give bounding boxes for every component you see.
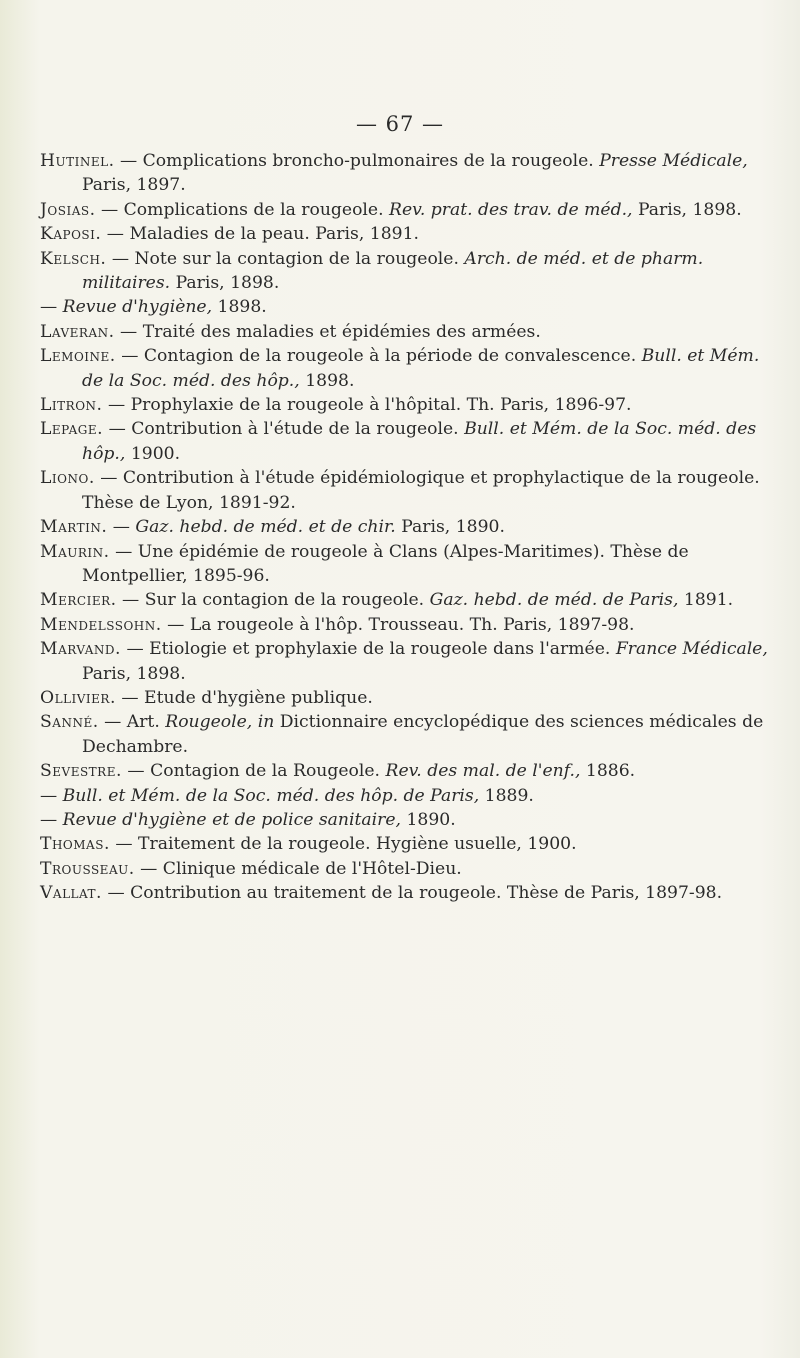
reference-author: Hutinel. [40, 151, 115, 171]
reference-text: — [40, 297, 63, 318]
reference-entry [40, 832, 780, 856]
reference-author: Trousseau. [40, 858, 135, 879]
reference-details: Paris, 1898. [632, 199, 742, 220]
reference-list [40, 149, 780, 906]
reference-text: — Complications de la rougeole. [95, 199, 390, 220]
reference-details: 1891. [678, 590, 734, 611]
reference-details: 1886. [580, 761, 636, 782]
reference-author: Kelsch. [40, 248, 107, 269]
reference-entry [40, 808, 780, 832]
reference-source: France Médicale, [615, 639, 768, 660]
reference-author: Mercier. [40, 590, 117, 611]
reference-text: — Prophylaxie de la rougeole à l'hôpital. Th. Paris, 1896-97. [102, 395, 632, 416]
reference-entry [40, 613, 780, 637]
reference-entry [40, 637, 780, 686]
reference-entry [40, 784, 780, 808]
reference-text: — Traitement de la rougeole. Hygiène usuelle, 1900. [109, 834, 577, 855]
reference-author: Martin. [40, 517, 108, 538]
reference-details: 1898. [299, 370, 355, 391]
reference-details: 1890. [401, 809, 456, 830]
reference-source: Gaz. hebd. de méd. de Paris, [429, 590, 679, 611]
reference-entry [40, 857, 780, 881]
reference-details: 1900. [125, 443, 181, 464]
reference-entry [40, 466, 780, 515]
reference-text: — [40, 785, 63, 806]
reference-text: — Contribution à l'étude épidémiologique et prophylactique de la rougeole. Thèse de Lyon, 1891-92. [82, 468, 760, 513]
reference-details: Paris, 1890. [395, 517, 505, 538]
reference-entry [40, 320, 780, 344]
reference-source: Revue d'hygiène, [62, 297, 213, 318]
reference-entry [40, 393, 780, 417]
reference-entry [40, 540, 780, 589]
reference-text: — Note sur la contagion de la rougeole. [106, 248, 465, 269]
reference-author: Josias. [40, 199, 96, 220]
reference-source: Bull. et Mém. de la Soc. méd. des hôp., [82, 419, 757, 464]
reference-source: Bull. et Mém. de la Soc. méd. des hôp., [82, 346, 760, 391]
reference-text: — La rougeole à l'hôp. Trousseau. Th. Paris, 1897-98. [161, 614, 635, 635]
reference-text: — Traité des maladies et épidémies des armées. [114, 321, 541, 342]
reference-author: Sanné. [40, 712, 99, 733]
reference-author: Ollivier. [40, 687, 116, 708]
reference-text: — Maladies de la peau. Paris, 1891. [101, 224, 419, 245]
reference-details: Dictionnaire encyclopédique des sciences médicales de Dechambre. [82, 712, 764, 757]
reference-author: Kaposi. [40, 224, 102, 245]
reference-details: 1898. [212, 297, 267, 318]
reference-text: — Etude d'hygiène publique. [115, 687, 373, 708]
reference-author: Laveran. [40, 321, 115, 342]
reference-source: Revue d'hygiène et de police sanitaire, [62, 809, 401, 830]
reference-source: Rev. prat. des trav. de méd., [389, 199, 633, 220]
reference-text: — [107, 517, 136, 538]
reference-entry [40, 515, 780, 539]
reference-text: — Art. [98, 712, 166, 733]
reference-text: — Etiologie et prophylaxie de la rougeole dans l'armée. [120, 639, 616, 660]
reference-text: — Contribution à l'étude de la rougeole. [103, 419, 465, 440]
reference-details: 1889. [479, 785, 534, 806]
reference-entry [40, 149, 780, 198]
reference-source: Gaz. hebd. de méd. et de chir. [135, 517, 396, 538]
reference-text: — [40, 809, 63, 830]
reference-entry [40, 344, 780, 393]
reference-author: Litron. [40, 395, 103, 416]
reference-text: — Contagion de la Rougeole. [121, 761, 386, 782]
reference-entry [40, 247, 780, 296]
reference-entry [40, 881, 780, 905]
reference-entry [40, 222, 780, 246]
reference-entry [40, 198, 780, 222]
reference-author: Lemoine. [40, 346, 116, 367]
reference-text: — Complications broncho-pulmonaires de la rougeole. [114, 151, 600, 171]
reference-text: — Contagion de la rougeole à la période de convalescence. [115, 346, 642, 367]
reference-author: Vallat. [40, 883, 102, 904]
reference-source: Rougeole, in [165, 712, 275, 733]
reference-details: Paris, 1898. [82, 663, 186, 684]
reference-entry [40, 686, 780, 710]
page-number: — 67 — [355, 112, 445, 136]
reference-source: Arch. de méd. et de pharm. militaires. [82, 248, 704, 294]
reference-source: Bull. et Mém. de la Soc. méd. des hôp. de Paris, [62, 785, 480, 806]
reference-entry [40, 417, 780, 466]
reference-text: — Une épidémie de rougeole à Clans (Alpes-Maritimes). Thèse de Montpellier, 1895-96. [82, 541, 689, 586]
reference-author: Lepage. [40, 419, 104, 440]
reference-source: Rev. des mal. de l'enf., [385, 761, 581, 782]
reference-entry [40, 295, 780, 319]
reference-text: — Clinique médicale de l'Hôtel-Dieu. [134, 858, 462, 879]
reference-text: — Contribution au traitement de la rougeole. Thèse de Paris, 1897-98. [102, 883, 723, 904]
reference-text: — Sur la contagion de la rougeole. [116, 590, 430, 611]
reference-source: Presse Médicale, [599, 151, 748, 171]
reference-author: Thomas. [40, 834, 110, 855]
reference-details: Paris, 1897. [82, 175, 186, 196]
reference-entry [40, 588, 780, 612]
reference-author: Marvand. [40, 639, 121, 660]
reference-entry [40, 759, 780, 783]
reference-entry [40, 710, 780, 759]
reference-author: Maurin. [40, 541, 110, 562]
reference-author: Mendelssohn. [40, 614, 162, 635]
reference-author: Sevestre. [40, 761, 122, 782]
reference-details: Paris, 1898. [170, 273, 280, 294]
reference-author: Liono. [40, 468, 95, 489]
